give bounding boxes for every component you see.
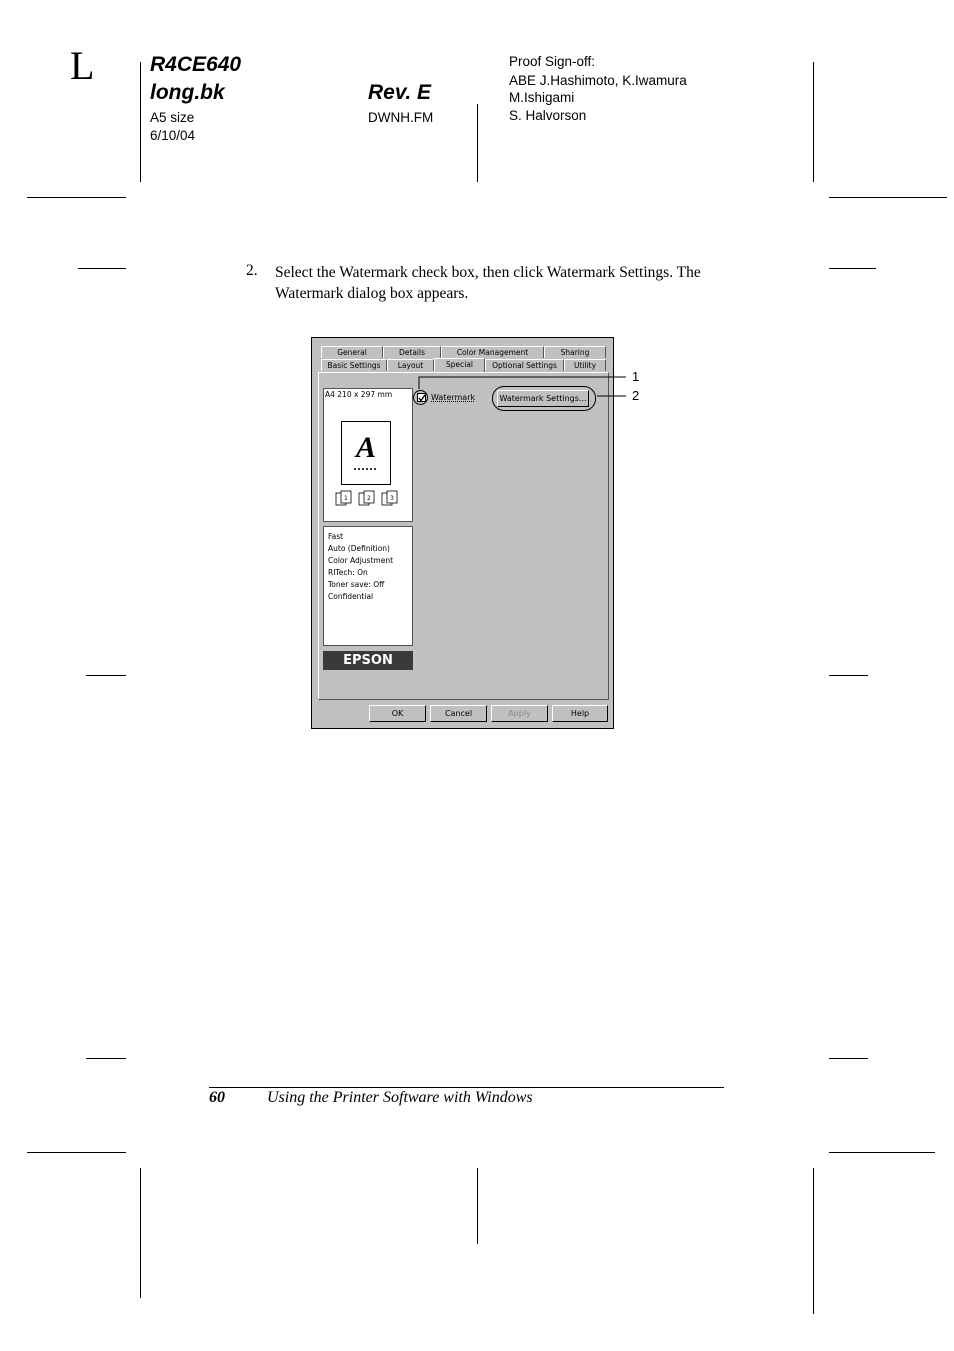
tab-optional-settings[interactable]: Optional Settings (485, 359, 564, 371)
step-text: Select the Watermark check box, then click Watermark Settings. The Watermark dialog box appears. (275, 264, 701, 302)
crop-mark (27, 1152, 126, 1153)
list-item: Color Adjustment (328, 556, 394, 565)
crop-mark (86, 675, 126, 676)
page-number: 60 (209, 1089, 225, 1106)
crop-mark (27, 197, 126, 198)
crop-mark (813, 62, 814, 182)
help-button[interactable]: Help (552, 705, 608, 722)
tab-special[interactable]: Special (434, 358, 485, 372)
list-item: Fast (328, 532, 344, 541)
proof-line-1: ABE J.Hashimoto, K.Iwamura (509, 73, 687, 88)
crop-mark (829, 1058, 868, 1059)
tab-sharing[interactable]: Sharing (544, 346, 606, 358)
svg-text:3: 3 (390, 495, 394, 502)
svg-text:2: 2 (367, 495, 371, 502)
watermark-checkbox-label[interactable]: Watermark (431, 393, 476, 402)
page-size: A5 size (150, 110, 195, 125)
proof-line-3: S. Halvorson (509, 108, 587, 123)
preview-watermark-line (354, 468, 376, 470)
crop-mark (829, 268, 876, 269)
page-order-icons (335, 490, 405, 508)
callout-number-1: 1 (632, 369, 640, 384)
footer-rule (209, 1087, 724, 1088)
crop-mark (477, 104, 478, 182)
crop-mark (477, 1168, 478, 1244)
watermark-settings-button[interactable]: Watermark Settings... (497, 390, 589, 407)
callout-leader-lines (410, 368, 730, 428)
chapter-title: Using the Printer Software with Windows (267, 1089, 533, 1106)
proof-title: Proof Sign-off: (509, 54, 596, 69)
header-date: 6/10/04 (150, 128, 196, 143)
tab-details[interactable]: Details (383, 346, 441, 358)
epson-logo: EPSON (323, 651, 413, 670)
callout-number-2: 2 (632, 388, 640, 403)
revision: Rev. E (368, 81, 432, 104)
corner-letter-mark: L (70, 43, 95, 88)
proof-line-2: M.Ishigami (509, 90, 575, 105)
step-number: 2. (246, 262, 258, 279)
crop-mark (140, 62, 141, 182)
crop-mark (140, 1168, 141, 1298)
ok-button[interactable]: OK (369, 705, 426, 722)
crop-mark (86, 1058, 126, 1059)
preview-letter: A (355, 431, 376, 464)
tab-utility[interactable]: Utility (564, 359, 606, 371)
crop-mark (829, 197, 947, 198)
list-item: Toner save: Off (328, 580, 385, 589)
crop-mark (829, 675, 868, 676)
tab-color-management[interactable]: Color Management (441, 346, 544, 358)
apply-button[interactable]: Apply (491, 705, 548, 722)
page-order-icon (335, 490, 405, 506)
file-name: DWNH.FM (368, 110, 434, 125)
list-item: RITech: On (328, 568, 368, 577)
crop-mark (813, 1168, 814, 1314)
tab-general[interactable]: General (321, 346, 383, 358)
settings-summary-list (323, 526, 413, 646)
list-item: Auto (Definition) (328, 544, 390, 553)
crop-mark (78, 268, 126, 269)
page-preview-sheet (341, 421, 391, 485)
tab-basic-settings[interactable]: Basic Settings (321, 359, 387, 371)
crop-mark (829, 1152, 935, 1153)
svg-text:1: 1 (344, 495, 348, 502)
list-item: Confidential (328, 592, 374, 601)
tab-layout[interactable]: Layout (387, 359, 434, 371)
paper-size-label: A4 210 x 297 mm (325, 390, 393, 399)
cancel-button[interactable]: Cancel (430, 705, 487, 722)
project-name-line2: long.bk (150, 81, 225, 104)
callout-1-leader (419, 377, 626, 389)
project-name-line1: R4CE640 (150, 53, 242, 76)
paper-preview (323, 388, 413, 522)
